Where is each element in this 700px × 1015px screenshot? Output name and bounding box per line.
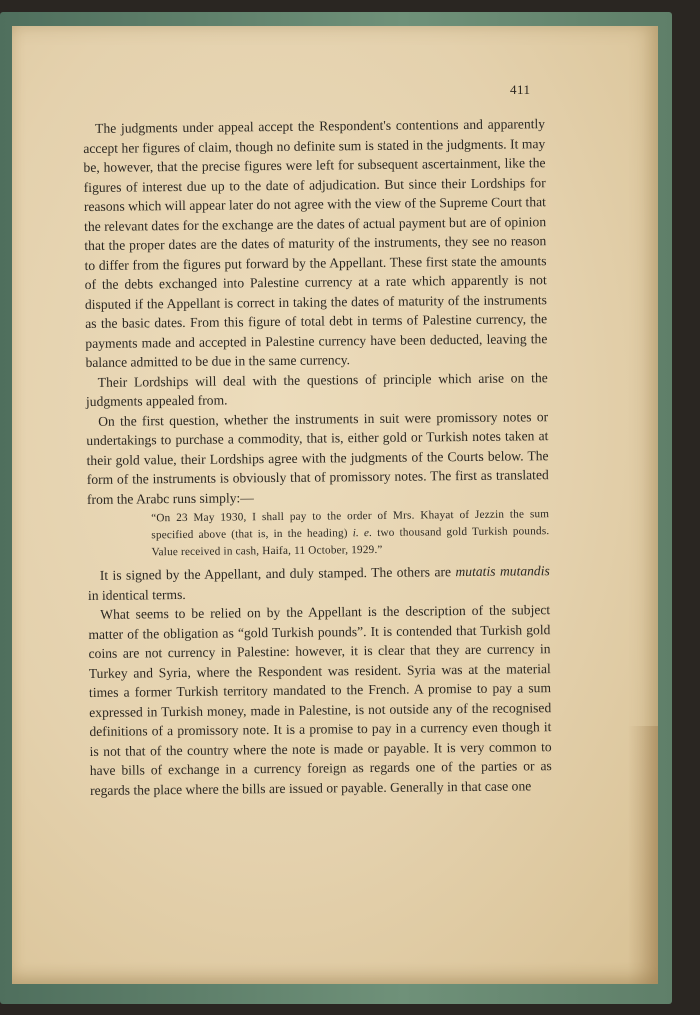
- quoted-promissory-note: [151, 506, 550, 561]
- paragraph-2: Their Lordships will deal with the questions of principle which arise on the judgments appealed from.: [85, 369, 548, 409]
- paragraph-4-start: It is signed by the Appellant, and duly stamped. The others are: [99, 564, 452, 583]
- page-number: 411: [510, 82, 531, 97]
- paragraph-4-end: in identical terms.: [87, 586, 186, 603]
- quote-part-b: two thousand gold Turkish pounds. Value received in cash, Haifa, 11 October, 1929.”: [151, 525, 550, 559]
- body-text: [83, 114, 552, 800]
- paragraph-4: [88, 561, 550, 605]
- latin-phrase: mutatis mutandis: [455, 563, 550, 580]
- paragraph-5: What seems to be relied on by the Appellant is the description of the subject matter of the obligation as “gold Turkish pounds”. It is contended that Turkish gold coins are not currency in Palestine: however, it is clear that they are currency in Turkey and Syria, where the Respondent was resident. Syria was at the material times a former Turkish territory mandated to the French. A promise to pay a sum expressed in Turkish money, made in Palestine, is not outside any of the recognised definitions of a promissory note. It is a promise to pay in a currency even though it is not that of the country where the note is made or payable. It is very common to have bills of exchange in a currency foreign as regards one of the parties or as regards the place where the bills are issued or payable. Generally in that case one: [88, 602, 552, 798]
- paragraph-3: On the first question, whether the instruments in suit were promissory notes or undertakings to purchase a commodity, that is, either gold or Turkish notes taken at their gold value, their Lordships agree with the judgments of the Courts below. The form of the instruments is obviously that of promissory notes. The first as translated from the Arabc runs simply:—: [86, 408, 549, 507]
- paragraph-1: The judgments under appeal accept the Respondent's contentions and apparently accept her figures of claim, though no definite sum is stated in the judgments. It may be, however, that the precise figures were left for subsequent ascertainment, like the figures of interest due up to the date of adjudication. But since their Lordships for reasons which will appear later do not agree with the view of the Supreme Court that the relevant dates for the exchange are the dates of actual payment but are of opinion that the proper dates are the dates of maturity of the instruments, they see no reason to differ from the figures put forward by the Appellant. These first state the amounts of the debts exchanged into Palestine currency at a rate which apparently is not disputed if the Appellant is correct in taking the dates of maturity of the instruments as the basic dates. From this figure of total debt in terms of Palestine currency, the payments made and accepted in Palestine currency have been deducted, leaving the balance admitted to be due in the same currency.: [83, 116, 548, 370]
- page-sheet: [12, 26, 658, 984]
- quote-ie: i. e.: [352, 526, 373, 540]
- quote-part-a: “On 23 May 1930, I shall pay to the order of Mrs. Khayat of Jezzin the sum specified above (that is, in the heading): [151, 508, 550, 542]
- page-edge-stain: [628, 726, 658, 984]
